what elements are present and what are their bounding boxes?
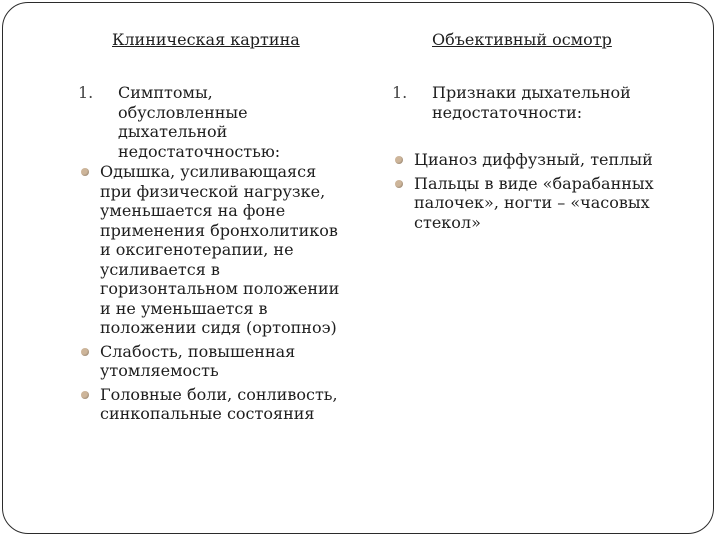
list-item: Слабость, повышенная утомляемость [78,342,378,381]
right-heading: Объективный осмотр [432,30,612,49]
bullet-icon [395,180,403,188]
left-bullet-list [78,162,378,428]
bullet-icon [81,348,89,356]
left-item-number: 1. [78,83,94,102]
right-numbered-item [392,83,631,122]
list-item: Головные боли, сонливость, синкопальные состояния [78,385,378,424]
list-item: Цианоз диффузный, теплый [392,150,692,170]
right-item-text: Признаки дыхательной недостаточности: [432,83,631,122]
left-numbered-item [78,83,280,161]
bullet-icon [81,391,89,399]
list-item: Пальцы в виде «барабанных палочек», ногти – «часовых стекол» [392,174,692,233]
bullet-icon [395,156,403,164]
list-item: Одышка, усиливающаяся при физической нагрузке, уменьшается на фоне применения бронхолитиков и оксигенотерапии, не усиливается в горизонтальном положении и не уменьшается в положении сидя (ортопноэ) [78,162,378,338]
right-item-number: 1. [392,83,408,102]
left-item-text: Симптомы, обусловленные дыхательной недостаточностью: [118,83,281,161]
left-heading: Клиническая картина [112,30,300,49]
right-bullet-list [392,150,692,236]
bullet-icon [81,168,89,176]
